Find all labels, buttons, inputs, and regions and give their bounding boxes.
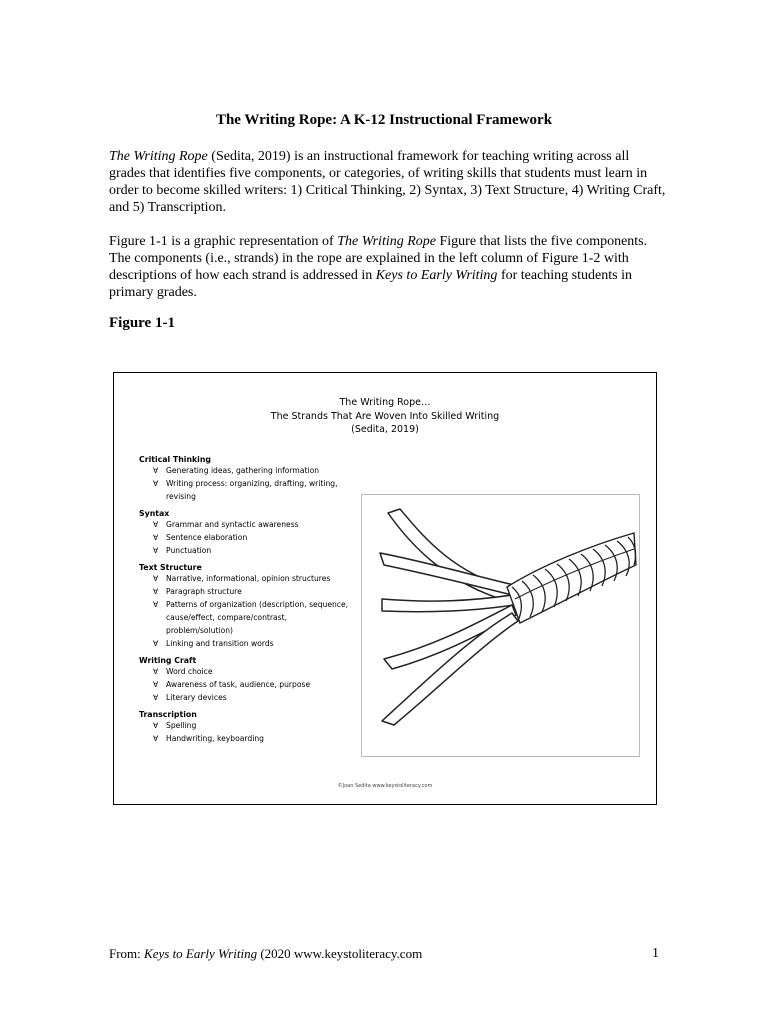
- bullet-icon: ∀: [153, 693, 159, 702]
- rope-illustration: [361, 494, 640, 757]
- strand-item: [139, 637, 354, 650]
- figure-copyright: ©Joan Sedita www.keystoliteracy.com: [337, 783, 433, 789]
- strand-items: [139, 665, 354, 704]
- strand-item-text: Linking and transition words: [166, 639, 274, 648]
- strand-item-text: Writing process: organizing, drafting, writing, revising: [166, 479, 338, 501]
- figure-titles: [114, 396, 656, 437]
- strand-items: [139, 518, 354, 557]
- rope-drawing: [362, 495, 639, 756]
- strand-item: [139, 531, 354, 544]
- desc-italic-a: The Writing Rope: [337, 234, 436, 249]
- bullet-icon: ∀: [153, 520, 159, 529]
- footer-book-title: Keys to Early Writing: [144, 946, 258, 961]
- bullet-icon: ∀: [153, 546, 159, 555]
- bullet-icon: ∀: [153, 479, 159, 488]
- bullet-icon: ∀: [153, 574, 159, 583]
- bullet-icon: ∀: [153, 721, 159, 730]
- strand-item: [139, 665, 354, 678]
- page-number: 1: [652, 946, 659, 961]
- strand-item: [139, 691, 354, 704]
- strand-heading: Critical Thinking: [139, 455, 211, 464]
- strand-item: [139, 572, 354, 585]
- strand-heading: Writing Craft: [139, 656, 197, 665]
- strand-item-text: Patterns of organization (description, sequence, cause/effect, compare/contrast, problem/solution): [166, 600, 349, 635]
- strand-item: [139, 719, 354, 732]
- strand-item-text: Narrative, informational, opinion structures: [166, 574, 331, 583]
- rope-strand-3: [382, 595, 514, 612]
- figure-description-paragraph: [109, 233, 669, 301]
- strand-item-text: Awareness of task, audience, purpose: [166, 680, 311, 689]
- strand-item-text: Literary devices: [166, 693, 227, 702]
- desc-text-b: Figure that lists the five components. The components (i.e., strands) in the rope are explained in the left column of Figure 1-2 with descriptions of how each strand is addressed in: [109, 234, 648, 283]
- document-title: The Writing Rope: A K-12 Instructional Framework: [215, 112, 553, 128]
- footer-suffix: (2020 www.keystoliteracy.com: [257, 946, 423, 961]
- strand-item-text: Handwriting, keyboarding: [166, 734, 264, 743]
- writing-rope-figure: [113, 372, 657, 805]
- strand-list: [139, 455, 354, 745]
- desc-text-a: Figure 1-1 is a graphic representation of: [109, 234, 338, 249]
- desc-text-c: for teaching students in primary grades.: [109, 268, 632, 300]
- rope-body-outline: [507, 533, 636, 623]
- intro-text: (Sedita, 2019) is an instructional framework for teaching writing across all grades that identifies five components, or categories, of writing skills that students must learn in order to become skilled writers: 1) Critical Thinking, 2) Syntax, 3) Text Structure, 4) Writing Craft, and 5) Transcription.: [109, 149, 666, 215]
- strand-item: [139, 518, 354, 531]
- strand-item: [139, 585, 354, 598]
- footer-source: [109, 946, 422, 962]
- strand-items: [139, 464, 354, 503]
- strand-heading: Text Structure: [139, 563, 202, 572]
- strand-item-text: Paragraph structure: [166, 587, 242, 596]
- intro-paragraph: [109, 148, 669, 216]
- strand-items: [139, 719, 354, 745]
- strand-item: [139, 598, 354, 637]
- strand-item-text: Grammar and syntactic awareness: [166, 520, 299, 529]
- desc-italic-b: Keys to Early Writing: [375, 268, 498, 283]
- strand-heading: Syntax: [139, 509, 170, 518]
- bullet-icon: ∀: [153, 466, 159, 475]
- bullet-icon: ∀: [153, 587, 159, 596]
- strand-item-text: Punctuation: [166, 546, 212, 555]
- bullet-icon: ∀: [153, 667, 159, 676]
- figure-title: The Writing Rope…: [339, 397, 431, 408]
- figure-subtitle: The Strands That Are Woven Into Skilled Writing: [270, 410, 500, 422]
- strand-item: [139, 464, 354, 477]
- intro-italic: The Writing Rope: [109, 149, 208, 164]
- strand-item-text: Word choice: [166, 667, 213, 676]
- strand-item: [139, 544, 354, 557]
- bullet-icon: ∀: [153, 600, 159, 609]
- strand-heading: Transcription: [139, 710, 197, 719]
- strand-item: [139, 477, 354, 503]
- bullet-icon: ∀: [153, 680, 159, 689]
- bullet-icon: ∀: [153, 639, 159, 648]
- strand-item: [139, 732, 354, 745]
- strand-items: [139, 572, 354, 650]
- figure-citation: (Sedita, 2019): [351, 424, 419, 435]
- strand-item-text: Generating ideas, gathering information: [166, 466, 320, 475]
- footer-prefix: From:: [109, 946, 145, 961]
- strand-item: [139, 678, 354, 691]
- strand-item-text: Sentence elaboration: [166, 533, 248, 542]
- bullet-icon: ∀: [153, 734, 159, 743]
- bullet-icon: ∀: [153, 533, 159, 542]
- rope-strand-5: [382, 613, 518, 725]
- figure-label: Figure 1-1: [109, 315, 175, 331]
- strand-item-text: Spelling: [166, 721, 197, 730]
